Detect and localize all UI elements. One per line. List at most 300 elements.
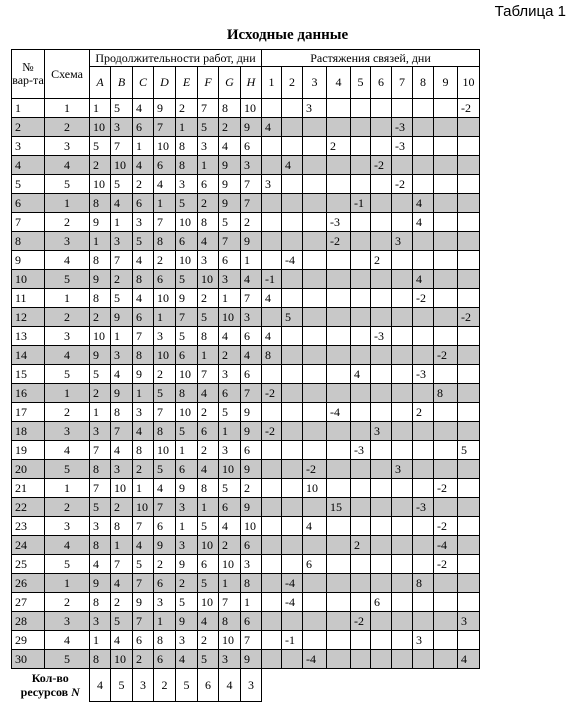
tension-cell <box>434 498 458 517</box>
duration-cell: 3 <box>241 156 262 175</box>
tension-cell <box>371 213 392 232</box>
scheme-cell: 4 <box>45 346 90 365</box>
table-row <box>12 422 480 441</box>
tension-cell <box>392 479 413 498</box>
duration-cell: 10 <box>176 251 198 270</box>
duration-cell: 9 <box>90 270 111 289</box>
duration-cell: 8 <box>198 213 219 232</box>
tension-cell <box>327 327 351 346</box>
tension-cell: -3 <box>392 137 413 156</box>
duration-cell: 10 <box>154 289 176 308</box>
tension-cell <box>351 346 371 365</box>
tension-cell: 4 <box>303 517 327 536</box>
duration-cell: 2 <box>176 574 198 593</box>
variant-cell: 7 <box>12 213 45 232</box>
duration-cell: 3 <box>198 137 219 156</box>
tension-cell: 4 <box>413 194 434 213</box>
duration-cell: 2 <box>219 346 241 365</box>
tension-cell <box>282 384 303 403</box>
variant-cell: 25 <box>12 555 45 574</box>
tension-cell: -4 <box>327 403 351 422</box>
scheme-cell: 3 <box>45 327 90 346</box>
tension-cell <box>282 612 303 631</box>
duration-cell: 9 <box>90 574 111 593</box>
tension-cell <box>303 631 327 650</box>
table-number-label: Таблица 1 <box>494 3 566 20</box>
tension-cell <box>303 175 327 194</box>
tension-cell <box>434 175 458 194</box>
resource-count-cell: 2 <box>154 669 176 702</box>
duration-cell: 7 <box>133 517 154 536</box>
tension-cell: 3 <box>262 175 282 194</box>
tension-cell <box>351 251 371 270</box>
table-row <box>12 308 480 327</box>
duration-cell: 2 <box>198 441 219 460</box>
duration-cell: 9 <box>241 498 262 517</box>
tension-cell <box>371 346 392 365</box>
tension-cell <box>262 479 282 498</box>
tension-cell <box>351 137 371 156</box>
variant-cell: 28 <box>12 612 45 631</box>
document-title: Исходные данные <box>226 27 349 43</box>
duration-cell: 5 <box>111 612 133 631</box>
duration-cell: 2 <box>90 384 111 403</box>
tension-cell <box>262 194 282 213</box>
duration-cell: 7 <box>154 213 176 232</box>
tension-cell <box>303 232 327 251</box>
tension-cell <box>434 118 458 137</box>
tension-cell <box>282 498 303 517</box>
duration-cell: 10 <box>90 327 111 346</box>
tension-cell <box>327 118 351 137</box>
resource-count-cell: 5 <box>176 669 198 702</box>
tension-cell <box>351 289 371 308</box>
tension-cell: -2 <box>458 99 480 118</box>
duration-cell: 8 <box>176 384 198 403</box>
tension-cell <box>351 403 371 422</box>
duration-cell: 6 <box>198 175 219 194</box>
table-row <box>12 441 480 460</box>
duration-cell: 8 <box>90 536 111 555</box>
duration-cell: 10 <box>133 498 154 517</box>
tension-cell: -3 <box>327 213 351 232</box>
tension-col-header: 9 <box>434 67 458 99</box>
duration-cell: 4 <box>154 479 176 498</box>
table-body <box>12 99 480 702</box>
duration-cell: 10 <box>90 175 111 194</box>
table-row <box>12 118 480 137</box>
duration-cell: 1 <box>198 346 219 365</box>
tension-cell <box>327 194 351 213</box>
tension-cell <box>262 650 282 669</box>
duration-cell: 4 <box>219 137 241 156</box>
tension-cell: -4 <box>282 593 303 612</box>
scheme-cell: 5 <box>45 270 90 289</box>
duration-cell: 2 <box>154 555 176 574</box>
tension-cell <box>327 384 351 403</box>
table-row <box>12 498 480 517</box>
duration-cell: 7 <box>241 194 262 213</box>
duration-cell: 3 <box>219 270 241 289</box>
duration-cell: 9 <box>154 99 176 118</box>
tension-cell: -4 <box>434 536 458 555</box>
duration-col-header: G <box>219 67 241 99</box>
tension-cell <box>434 232 458 251</box>
tension-cell: 6 <box>371 593 392 612</box>
duration-cell: 2 <box>198 403 219 422</box>
duration-cell: 5 <box>154 384 176 403</box>
tension-cell <box>458 270 480 289</box>
duration-cell: 8 <box>90 650 111 669</box>
tension-cell <box>371 631 392 650</box>
duration-cell: 10 <box>198 593 219 612</box>
table-row <box>12 251 480 270</box>
duration-cell: 6 <box>241 612 262 631</box>
resources-label: Кол-во ресурсов N <box>12 669 90 702</box>
duration-cell: 8 <box>198 479 219 498</box>
duration-cell: 9 <box>90 213 111 232</box>
tension-cell <box>392 612 413 631</box>
duration-cell: 2 <box>154 251 176 270</box>
duration-cell: 1 <box>219 289 241 308</box>
tension-cell <box>371 574 392 593</box>
variant-cell: 15 <box>12 365 45 384</box>
tension-cell <box>413 441 434 460</box>
tension-cell <box>262 441 282 460</box>
tension-cell <box>434 441 458 460</box>
tension-cell: 2 <box>413 403 434 422</box>
tension-cell <box>371 270 392 289</box>
tension-cell <box>392 593 413 612</box>
duration-cell: 1 <box>111 536 133 555</box>
tension-cell <box>392 441 413 460</box>
duration-cell: 7 <box>133 574 154 593</box>
tension-cell <box>282 365 303 384</box>
duration-cell: 8 <box>219 612 241 631</box>
scheme-cell: 4 <box>45 631 90 650</box>
duration-cell: 10 <box>111 650 133 669</box>
tension-cell <box>413 156 434 175</box>
duration-cell: 2 <box>198 289 219 308</box>
tension-cell <box>392 270 413 289</box>
duration-col-header: C <box>133 67 154 99</box>
tension-cell: -2 <box>392 175 413 194</box>
duration-cell: 1 <box>111 213 133 232</box>
duration-cell: 1 <box>133 479 154 498</box>
tension-cell <box>327 251 351 270</box>
tension-cell: 10 <box>303 479 327 498</box>
variant-cell: 2 <box>12 118 45 137</box>
duration-cell: 2 <box>198 194 219 213</box>
duration-cell: 1 <box>90 99 111 118</box>
tension-cell: -3 <box>392 118 413 137</box>
tension-cell <box>434 422 458 441</box>
duration-cell: 6 <box>241 441 262 460</box>
duration-cell: 3 <box>133 403 154 422</box>
duration-cell: 8 <box>111 403 133 422</box>
duration-cell: 8 <box>90 460 111 479</box>
tension-cell <box>413 118 434 137</box>
tension-cell <box>351 517 371 536</box>
tension-cell: 6 <box>303 555 327 574</box>
duration-cell: 5 <box>90 498 111 517</box>
duration-cell: 5 <box>176 194 198 213</box>
duration-cell: 3 <box>90 612 111 631</box>
scheme-cell: 3 <box>45 137 90 156</box>
tension-cell <box>392 498 413 517</box>
resources-symbol: N <box>71 685 80 700</box>
table-row <box>12 213 480 232</box>
tension-cell: -2 <box>351 612 371 631</box>
tension-cell <box>303 593 327 612</box>
duration-cell: 3 <box>176 175 198 194</box>
table-row <box>12 612 480 631</box>
variant-cell: 9 <box>12 251 45 270</box>
tension-cell <box>327 99 351 118</box>
duration-cell: 9 <box>241 232 262 251</box>
tension-cell <box>434 327 458 346</box>
tension-cell <box>351 422 371 441</box>
tension-cell: -3 <box>413 365 434 384</box>
duration-cell: 3 <box>111 346 133 365</box>
duration-col-header: D <box>154 67 176 99</box>
duration-cell: 7 <box>219 232 241 251</box>
tension-cell <box>458 517 480 536</box>
resource-count-cell: 3 <box>241 669 262 702</box>
scheme-cell: 5 <box>45 650 90 669</box>
duration-cell: 6 <box>176 346 198 365</box>
tension-cell <box>371 137 392 156</box>
scheme-cell: 2 <box>45 308 90 327</box>
duration-cell: 7 <box>198 365 219 384</box>
duration-cell: 10 <box>241 517 262 536</box>
duration-cell: 7 <box>133 612 154 631</box>
table-row <box>12 650 480 669</box>
duration-cell: 3 <box>176 536 198 555</box>
tension-cell <box>303 498 327 517</box>
duration-cell: 3 <box>241 555 262 574</box>
tension-cell <box>392 574 413 593</box>
tension-col-header: 5 <box>351 67 371 99</box>
variant-cell: 26 <box>12 574 45 593</box>
duration-cell: 10 <box>111 479 133 498</box>
duration-cell: 6 <box>219 384 241 403</box>
variant-cell: 1 <box>12 99 45 118</box>
variant-cell: 30 <box>12 650 45 669</box>
tension-cell <box>392 251 413 270</box>
duration-cell: 2 <box>176 99 198 118</box>
tension-cell <box>303 536 327 555</box>
duration-cell: 10 <box>176 213 198 232</box>
tension-cell: -4 <box>282 574 303 593</box>
duration-cell: 9 <box>111 384 133 403</box>
duration-cell: 7 <box>111 137 133 156</box>
tension-cell <box>413 346 434 365</box>
duration-cell: 5 <box>176 327 198 346</box>
tension-cell <box>327 422 351 441</box>
table-row <box>12 156 480 175</box>
footer-blank <box>262 669 480 702</box>
duration-cell: 3 <box>133 213 154 232</box>
tension-cell <box>351 384 371 403</box>
variant-cell: 19 <box>12 441 45 460</box>
tension-cell <box>458 631 480 650</box>
tension-cell: 3 <box>458 612 480 631</box>
tension-cell <box>371 403 392 422</box>
scheme-cell: 1 <box>45 289 90 308</box>
duration-cell: 4 <box>133 422 154 441</box>
tension-cell <box>434 251 458 270</box>
table-row <box>12 289 480 308</box>
duration-cell: 9 <box>90 346 111 365</box>
duration-cell: 8 <box>90 593 111 612</box>
tension-cell <box>262 308 282 327</box>
tension-cell <box>413 99 434 118</box>
tension-cell <box>351 156 371 175</box>
scheme-cell: 2 <box>45 118 90 137</box>
tension-cell <box>262 631 282 650</box>
tension-cell <box>371 232 392 251</box>
duration-cell: 1 <box>176 441 198 460</box>
tension-cell <box>371 308 392 327</box>
tension-cell <box>282 517 303 536</box>
tension-cell: 8 <box>434 384 458 403</box>
duration-cell: 9 <box>241 650 262 669</box>
duration-cell: 5 <box>219 403 241 422</box>
duration-cell: 3 <box>198 251 219 270</box>
duration-cell: 1 <box>90 403 111 422</box>
table-row <box>12 593 480 612</box>
tension-cell <box>351 327 371 346</box>
duration-cell: 6 <box>133 631 154 650</box>
durations-group-header: Продолжительности работ, дни <box>90 50 262 67</box>
tension-cell <box>371 289 392 308</box>
duration-cell: 8 <box>111 517 133 536</box>
variant-cell: 12 <box>12 308 45 327</box>
duration-cell: 2 <box>219 118 241 137</box>
tension-cell <box>392 156 413 175</box>
duration-cell: 1 <box>90 232 111 251</box>
duration-cell: 6 <box>154 270 176 289</box>
tension-cell <box>371 460 392 479</box>
tension-cell: 3 <box>303 99 327 118</box>
tension-col-header: 7 <box>392 67 413 99</box>
tension-cell <box>282 194 303 213</box>
tension-cell <box>392 194 413 213</box>
tension-cell: -2 <box>327 232 351 251</box>
tension-cell: 4 <box>262 289 282 308</box>
tension-cell: -2 <box>262 384 282 403</box>
variant-cell: 3 <box>12 137 45 156</box>
duration-cell: 2 <box>111 270 133 289</box>
duration-cell: 3 <box>90 517 111 536</box>
tension-cell <box>392 99 413 118</box>
duration-col-header: B <box>111 67 133 99</box>
duration-cell: 1 <box>176 118 198 137</box>
tension-cell <box>282 118 303 137</box>
tension-cell: 4 <box>458 650 480 669</box>
duration-cell: 5 <box>111 289 133 308</box>
table-row <box>12 194 480 213</box>
tension-cell <box>282 479 303 498</box>
tension-col-header: 2 <box>282 67 303 99</box>
tension-cell: -2 <box>413 289 434 308</box>
tension-cell <box>458 175 480 194</box>
variant-cell: 22 <box>12 498 45 517</box>
resource-count-cell: 4 <box>90 669 111 702</box>
table-row <box>12 403 480 422</box>
tension-cell <box>392 289 413 308</box>
tension-cell: 8 <box>262 346 282 365</box>
tension-cell <box>262 536 282 555</box>
duration-cell: 8 <box>90 194 111 213</box>
duration-cell: 7 <box>176 308 198 327</box>
tension-col-header: 1 <box>262 67 282 99</box>
tension-cell: -1 <box>351 194 371 213</box>
tension-cell <box>282 99 303 118</box>
table-row <box>12 555 480 574</box>
tension-cell: 15 <box>327 498 351 517</box>
duration-cell: 6 <box>219 498 241 517</box>
duration-cell: 9 <box>154 536 176 555</box>
duration-cell: 4 <box>133 99 154 118</box>
duration-cell: 3 <box>111 232 133 251</box>
tension-cell <box>434 612 458 631</box>
tension-cell: 4 <box>413 213 434 232</box>
tension-cell <box>282 403 303 422</box>
duration-cell: 3 <box>219 650 241 669</box>
tension-cell <box>303 403 327 422</box>
tension-cell <box>262 403 282 422</box>
duration-cell: 3 <box>241 308 262 327</box>
duration-cell: 3 <box>90 422 111 441</box>
tension-cell <box>282 327 303 346</box>
duration-cell: 9 <box>219 156 241 175</box>
scheme-cell: 5 <box>45 175 90 194</box>
source-data-table <box>11 49 480 702</box>
tension-cell <box>413 175 434 194</box>
duration-cell: 5 <box>219 213 241 232</box>
tension-cell <box>303 327 327 346</box>
variant-cell: 4 <box>12 156 45 175</box>
tension-cell: 3 <box>413 631 434 650</box>
duration-cell: 4 <box>111 365 133 384</box>
duration-cell: 9 <box>219 194 241 213</box>
tension-cell <box>458 194 480 213</box>
tension-cell <box>434 270 458 289</box>
variant-cell: 10 <box>12 270 45 289</box>
duration-cell: 7 <box>111 251 133 270</box>
duration-cell: 4 <box>219 517 241 536</box>
tension-cell <box>327 460 351 479</box>
tension-cell <box>392 327 413 346</box>
duration-cell: 5 <box>176 593 198 612</box>
duration-cell: 1 <box>219 422 241 441</box>
tension-cell <box>351 118 371 137</box>
scheme-cell: 1 <box>45 574 90 593</box>
tension-cell <box>303 213 327 232</box>
duration-cell: 2 <box>241 213 262 232</box>
duration-cell: 7 <box>154 118 176 137</box>
tension-cell <box>282 650 303 669</box>
duration-cell: 3 <box>176 631 198 650</box>
tension-cell <box>458 555 480 574</box>
duration-cell: 5 <box>176 270 198 289</box>
tension-cell <box>262 232 282 251</box>
tension-cell <box>327 270 351 289</box>
tension-cell: -2 <box>434 555 458 574</box>
tension-cell <box>371 536 392 555</box>
